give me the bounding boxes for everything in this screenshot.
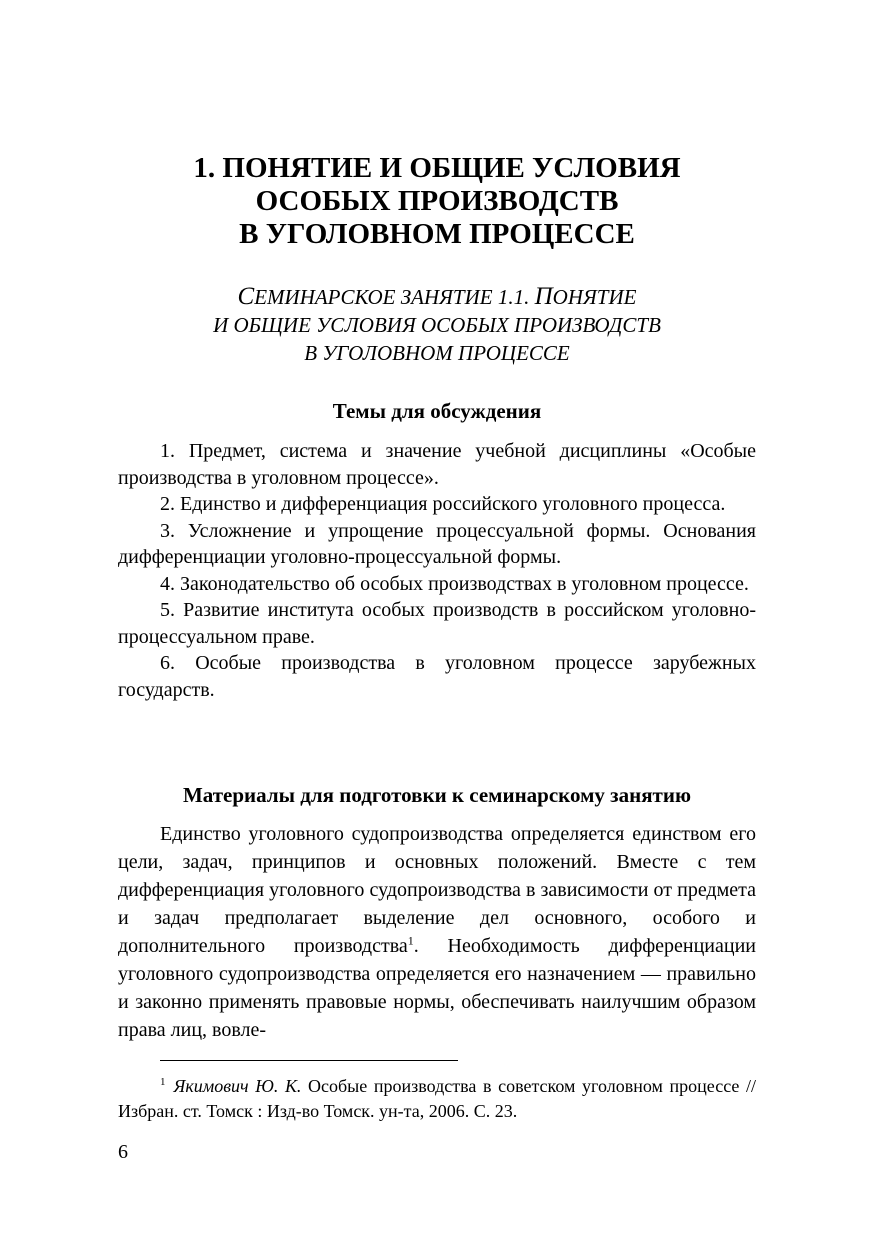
seminar-title-cap: П <box>534 283 553 310</box>
topic-item: 5. Развитие института особых производств в российском уголовно-процессуальном праве. <box>118 599 756 648</box>
seminar-title-line <box>118 283 756 311</box>
materials-body <box>118 820 756 1044</box>
seminar-title <box>118 283 756 367</box>
seminar-title-text: ЕМИНАРСКОЕ ЗАНЯТИЕ 1.1. <box>254 285 535 309</box>
seminar-title-cap: С <box>237 283 255 310</box>
chapter-title-line: ОСОБЫХ ПРОИЗВОДСТВ <box>255 185 619 217</box>
topics-list <box>118 438 756 703</box>
topic-item: 3. Усложнение и упрощение процессуальной формы. Основания дифференциации уголовно-процессуальной формы. <box>118 519 756 568</box>
chapter-title-line: 1. ПОНЯТИЕ И ОБЩИЕ УСЛОВИЯ <box>193 152 681 184</box>
chapter-title-line: В УГОЛОВНОМ ПРОЦЕССЕ <box>239 218 635 250</box>
topics-heading: Темы для обсуждения <box>332 399 542 423</box>
footnote-reference[interactable]: 1 <box>407 933 414 948</box>
footnote-citation: Особые производства в советском уголовном процессе // Избран. ст. Томск : Изд-во Томск. ун-та, 2006. С. 23. <box>118 1076 757 1121</box>
seminar-title-line: И ОБЩИЕ УСЛОВИЯ ОСОБЫХ ПРОИЗВОДСТВ <box>213 313 661 337</box>
footnote-text <box>118 1074 756 1124</box>
chapter-title <box>118 152 756 251</box>
document-page <box>118 0 756 1241</box>
materials-heading: Материалы для подготовки к семинарскому занятию <box>182 783 692 807</box>
seminar-title-line: В УГОЛОВНОМ ПРОЦЕССЕ <box>304 341 570 365</box>
paragraph-text: Единство уголовного судопроизводства определяется единством его цели, задач, принципов и основных положений. Вместе с тем дифференциация уголовного судопроизводства в зависимости от предмета и задач предполагает выделение дел основного, особого и дополнительного производства <box>118 823 756 957</box>
footnote-divider <box>160 1060 458 1061</box>
materials-paragraph <box>118 820 756 1044</box>
topic-item: 6. Особые производства в уголовном процессе зарубежных государств. <box>118 652 756 701</box>
footnote <box>118 1074 756 1124</box>
topic-item: 2. Единство и дифференциация российского уголовного процесса. <box>160 493 726 515</box>
paragraph-text: . Необходимость дифференциации уголовного судопроизводства определяется его назначением — правильно и законно применять правовые нормы, обеспечивать наилучшим образом права лиц, вовле- <box>118 935 756 1041</box>
footnote-mark: 1 <box>160 1076 166 1088</box>
seminar-title-text: ОНЯТИЕ <box>552 285 637 309</box>
topic-item: 4. Законодательство об особых производствах в уголовном процессе. <box>160 572 749 595</box>
footnote-author: Якимович Ю. К. <box>173 1076 302 1096</box>
page-number: 6 <box>118 1141 128 1163</box>
topic-item: 1. Предмет, система и значение учебной дисциплины «Особые производства в уголовном процессе». <box>118 440 756 489</box>
